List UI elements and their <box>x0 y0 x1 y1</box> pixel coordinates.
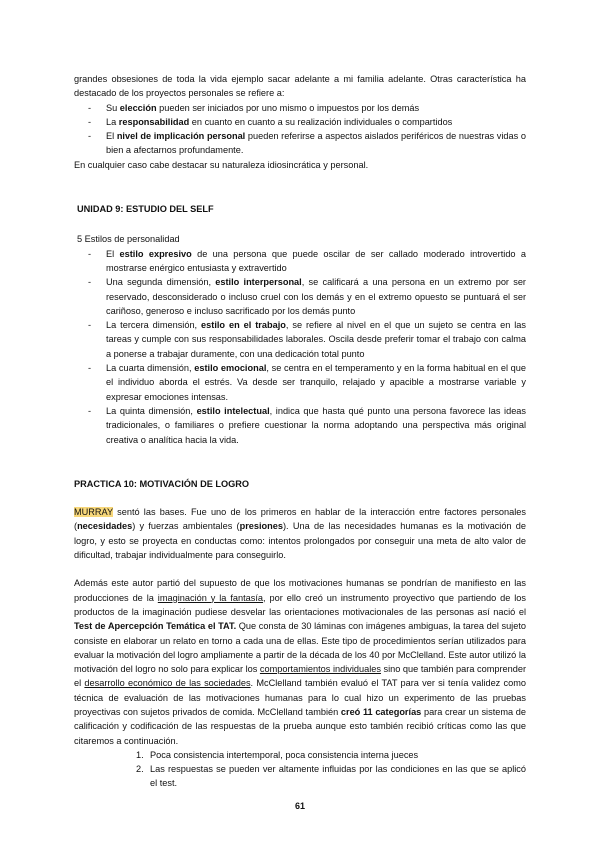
list-item: - Su elección pueden ser iniciados por uno mismo o impuestos por los demás <box>74 101 526 115</box>
document-page <box>74 72 526 791</box>
list-item: 1. Poca consistencia intertemporal, poca consistencia interna jueces <box>136 749 419 760</box>
list-item: - La cuarta dimensión, estilo emocional, se centra en el temperamento y en la forma habitual en el que el individuo aborda el estrés. Va desde ser tranquilo, relajado y apacible a mostrarse variable y expresar emociones intensas. <box>74 361 526 404</box>
list-item: - Una segunda dimensión, estilo interpersonal, se calificará a una persona en un extremo por ser reservado, desconsiderado o incluso cruel con los demás y en el extremo opuesto se puntuará el ser cariñoso, generoso e incluso sacrificado por los demás punto <box>74 275 526 318</box>
page-number: 61 <box>294 801 305 811</box>
highlighted-name: MURRAY <box>74 507 113 518</box>
murray-paragraph: MURRAY sentó las bases. Fue uno de los primeros en hablar de la interacción entre factores personales (necesidades) y fuerzas ambientales (presiones). Una de las necesidades humanas es la motivación de logro, y esto se proyecta en conductas como: intentos prolongados por conseguir una meta de alto valor de dificultad, trabajar individualmente para conseguirlo. <box>74 507 526 561</box>
criticism-list <box>74 748 526 791</box>
intro-paragraph: grandes obsesiones de toda la vida ejemplo sacar adelante a mi familia adelante. Otras característica ha destacado de los proyectos personales se refiere a: <box>74 74 526 99</box>
unit9-heading: UNIDAD 9: ESTUDIO DEL SELF <box>77 204 214 215</box>
practica10-heading: PRACTICA 10: MOTIVACIÓN DE LOGRO <box>74 478 250 489</box>
tat-paragraph: Además este autor partió del supuesto de que los motivaciones humanas se pondrían de manifiesto en las producciones de la imaginación y la fantasía, por ello creó un instrumento proyectivo que partiendo de los productos de la imaginación pudiese desvelar las orientaciones motivacionales de las personas así nació el Test de Apercepción Temática el TAT. Que consta de 30 láminas con imágenes ambiguas, la tarea del sujeto consiste en elaborar un relato en torno a cada una de ellas. Este tipo de procedimientos serían utilizados para evaluar la motivación del logro ampliamente a partir de la década de los 40 por McClelland. Este autor utilizó la motivación del logro no solo para explicar los comportamientos individuales sino que también para comprender el desarrollo económico de las sociedades. McClelland también evaluó el TAT para ver si tenía validez como técnica de evaluación de las motivaciones humanas para lo cual hizo un experimento de las pruebas proyectivas con sujetos privados de comida. McClelland también creó 11 categorías para crear un sistema de calificación y codificación de las respuestas de la prueba aunque esto también recibió críticas como las que citaremos a continuación. <box>74 578 527 746</box>
list-item: - El estilo expresivo de una persona que puede oscilar de ser callado moderado introvertido a mostrarse enérgico entusiasta y extravertido <box>74 247 526 276</box>
styles-list <box>74 247 526 447</box>
list-item: - La quinta dimensión, estilo intelectual, indica que hasta qué punto una persona favorece las ideas tradicionales, o familiares o prefiere cuestionar la norma adoptando una perspectiva más original creativa o analítica hacia la vida. <box>74 404 526 447</box>
intro-list <box>74 101 526 158</box>
unit9-subtitle: 5 Estilos de personalidad <box>77 234 180 245</box>
list-item: - La tercera dimensión, estilo en el trabajo, se refiere al nivel en el que un sujeto se centra en las tareas y cumple con sus responsabilidades laborales. Oscila desde preferir tomar el trabajo con calma a ponerse a trabajar duramente, con una dedicación total punto <box>74 318 526 361</box>
list-item: - El nivel de implicación personal pueden referirse a aspectos aislados periféricos de nuestras vidas o bien a afectarnos profundamente. <box>74 129 526 158</box>
list-item: - La responsabilidad en cuanto en cuanto a su realización individuales o compartidos <box>74 115 526 129</box>
list-item: 2. Las respuestas se pueden ver altamente influidas por las condiciones en las que se aplicó el test. <box>136 764 526 789</box>
intro-closing: En cualquier caso cabe destacar su naturaleza idiosincrática y personal. <box>74 159 369 170</box>
